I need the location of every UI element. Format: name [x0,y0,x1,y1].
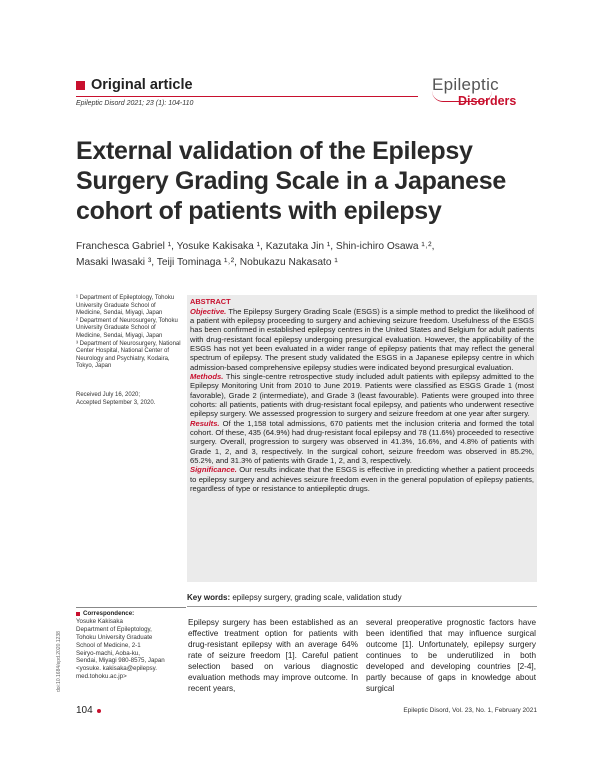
correspondence-line: Tohoku University Graduate [76,633,153,641]
keywords-label: Key words: [187,593,231,602]
section-label [76,77,193,93]
affiliations [76,295,181,371]
page-number [76,705,101,716]
body-column-2: several preoperative prognostic factors have been identified that may influence surgical outcome [1]. Unfortunately, epilepsy surgery continues to be underutilized in both developed and developing countries [2-4], partly because of gaps in knowledge about surgical [366,618,536,693]
correspondence-heading-text: Correspondence: [83,610,135,617]
significance-label: Significance. [190,465,237,475]
correspondence-rule [76,607,186,608]
affiliation-2: ² Department of Neurosurgery, Tohoku University Graduate School of Medicine, Sendai, Miyagi, Japan [76,317,178,339]
section-marker [76,81,85,90]
correspondence-heading [76,610,186,618]
correspondence [76,610,186,681]
significance-text: Our results indicate that the ESGS is effective in predicting whether a patient proceeds to epilepsy surgery and achieves seizure freedom even in the general population of epilepsy patients, regardless of type or resistance to antiepileptic drugs. [190,465,534,494]
page-number-text: 104 [76,705,93,716]
correspondence-email[interactable]: <yosuke. kakisaka@epilepsy. [76,665,157,673]
journal-logo [432,75,532,115]
author-line-2: Masaki Iwasaki ³, Teiji Tominaga ¹˒², Nobukazu Nakasato ¹ [76,256,338,268]
doi-text: doi:10.1684/epd.2020.1238 [56,631,62,692]
abstract-results [190,419,534,466]
correspondence-line: Sendai, Miyagi 980-8575, Japan [76,657,165,665]
correspondence-email[interactable]: med.tohoku.ac.jp> [76,673,127,681]
results-label: Results. [190,418,220,428]
accepted-date: Accepted September 3, 2020. [76,399,156,406]
methods-label: Methods. [190,371,224,381]
keywords-rule [187,606,537,607]
abstract [190,297,534,493]
body-column-1: Epilepsy surgery has been established as an effective treatment option for patients with drug-resistant epilepsy with an average 64% rate of seizure freedom [1]. Careful patient selection based on various diagnostic evaluation methods may improve outcome. In recent years, [188,618,358,693]
affiliation-3: ³ Department of Neurosurgery, National Center Hospital, National Center of Neurology and Psychiatry, Kodaira, Tokyo, Japan [76,340,181,370]
footer-journal: Epileptic Disord, Vol. 23, No. 1, February 2021 [403,707,537,714]
author-list [76,239,536,270]
keywords-text: epilepsy surgery, grading scale, validation study [230,593,402,602]
abstract-methods [190,372,534,419]
header-rule [76,96,418,97]
affiliation-1: ¹ Department of Epileptology, Tohoku University Graduate School of Medicine, Sendai, Miyagi, Japan [76,295,175,317]
abstract-objective [190,307,534,372]
article-dates [76,392,186,407]
objective-text: The Epilepsy Surgery Grading Scale (ESGS) is a simple method to predict the likelihood of a patient with epilepsy proceeding to surgery and achieving seizure freedom. Usefulness of the ESGS has been confirmed in established epilepsy centres in the United States and Belgium for adult patients with drug-resistant focal epilepsy undergoing presurgical evaluation. However, the applicability of the ESGS has not yet been evaluated in a wider range of epilepsy patients that may reflect the general spectrum of epilepsy. The present study validated the ESGS in a Japanese epilepsy centre in which admission-based comprehensive epilepsy studies were indicated beyond presurgical evaluation. [190,306,534,372]
abstract-heading: ABSTRACT [190,297,231,306]
objective-label: Objective. [190,306,227,316]
author-line-1: Franchesca Gabriel ¹, Yosuke Kakisaka ¹, Kazutaka Jin ¹, Shin-ichiro Osawa ¹˒², [76,241,435,252]
doi [56,612,66,692]
correspondence-line: Department of Epileptology, [76,625,152,633]
citation: Epileptic Disord 2021; 23 (1): 104-110 [76,100,194,107]
logo-line2: Disorders [458,94,517,108]
correspondence-name: Yosuke Kakisaka [76,617,123,625]
correspondence-line: Seiryo-machi, Aoba-ku, [76,649,140,657]
correspondence-marker [76,612,80,616]
keywords [187,593,537,602]
page-number-marker [97,709,101,713]
article-title: External validation of the Epilepsy Surgery Grading Scale in a Japanese cohort of patients with epilepsy [76,137,506,225]
logo-line1: Epileptic [432,75,499,94]
section-label-text: Original article [91,77,193,93]
results-text: Of the 1,158 total admissions, 670 patients met the inclusion criteria and formed the total cohort. Of these, 435 (64.9%) had drug-resistant focal epilepsy and 78 (11.6%) proceeded to resective surgery. Overall, progression to surgery was observed in 41.3%, 16.6%, and 4.8% of patients with Grade 1, 2, and 3, respectively. In the surgical cohort, seizure freedom was observed in 85.2%, 65.2%, and 31.3% of patients with Grade 1, 2, and 3, respectively. [190,418,534,465]
received-date: Received July 16, 2020; [76,392,141,398]
correspondence-line: School of Medicine, 2-1 [76,641,141,649]
methods-text: This single-centre retrospective study included adult patients with epilepsy admitted to the Epilepsy Monitoring Unit from 2010 to June 2019. Patients were classified as ESGS Grade 1 (most favorable), Grade 2 (intermediate), and Grade 3 (least favourable). Patients were grouped into three cohorts: all patients, patients with drug-resistant focal epilepsy, and patients who underwent resective epilepsy surgery. We assessed progression to surgery and seizure freedom at one year after surgery. [190,371,534,419]
abstract-significance [190,465,534,493]
